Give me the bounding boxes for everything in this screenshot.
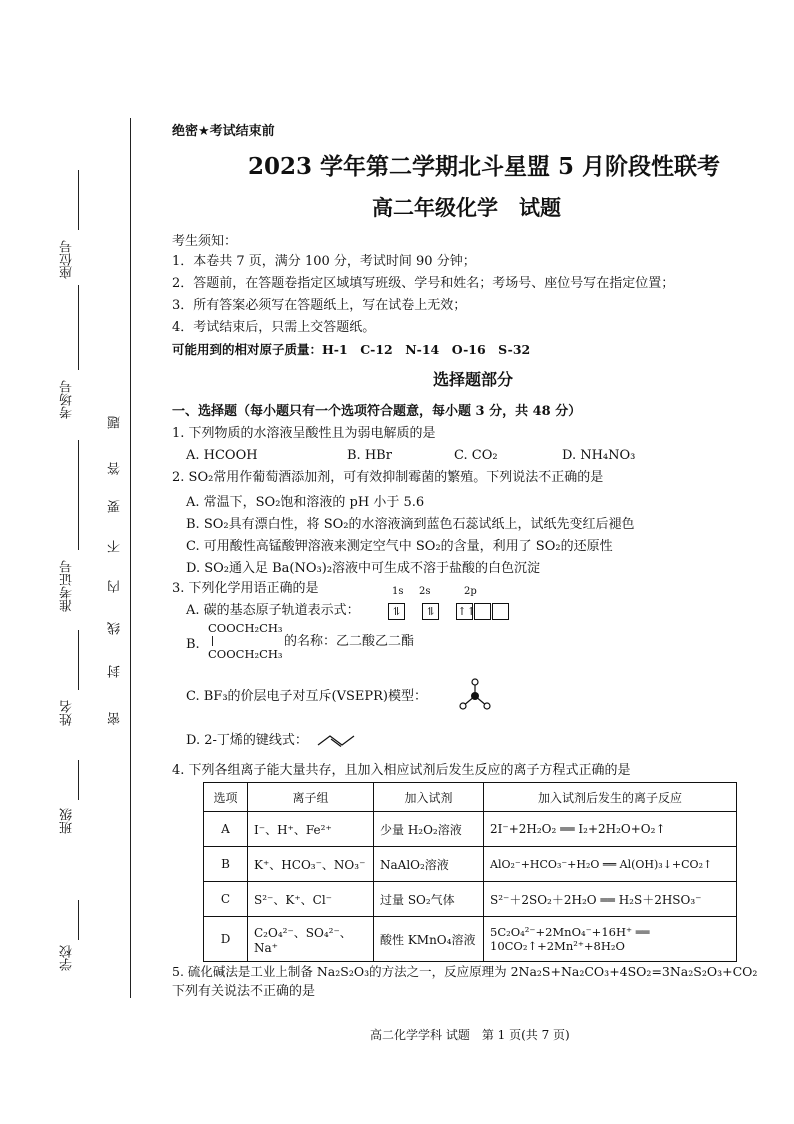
table-cell: D [204, 917, 248, 962]
vsepr-model [455, 678, 495, 714]
ion-table [203, 782, 737, 962]
table-cell: B [204, 847, 248, 882]
table-cell: C₂O₄²⁻、SO₄²⁻、Na⁺ [248, 917, 374, 962]
binding-line [130, 118, 131, 998]
orbital-diagram [388, 601, 510, 620]
q5-line1: 5. 硫化碱法是工业上制备 Na₂S₂O₃的方法之一，反应原理为 2Na₂S+Na₂CO₃+4SO₂=3Na₂S₂O₃+CO₂ [172, 964, 758, 979]
exam-room-label: 考场号 [60, 380, 75, 419]
seal-word: 内 [108, 580, 123, 593]
secret-label: 绝密★考试结束前 [172, 124, 275, 139]
seal-word: 封 [108, 665, 123, 678]
q5-line2: 下列有关说法不正确的是 [172, 984, 316, 999]
b-formula-top: COOCH₂CH₃ [208, 621, 283, 635]
exam-subtitle: 高二年级化学 试题 [372, 195, 561, 220]
orbital-box-2p [474, 603, 491, 620]
b-formula-bottom: COOCH₂CH₃ [208, 647, 283, 661]
atomic-mass: 可能用到的相对原子质量：H-1 C-12 N-14 O-16 S-32 [172, 342, 531, 357]
table-cell: 过量 SO₂气体 [374, 882, 484, 917]
exam-room-blank [78, 285, 79, 370]
notes-heading: 考生须知： [172, 234, 238, 249]
school-blank [78, 900, 79, 940]
seal-word: 密 [108, 712, 123, 725]
page-footer: 高二化学学科 试题 第 1 页(共 7 页) [370, 1028, 570, 1042]
table-cell: C [204, 882, 248, 917]
section-instruction: 一、选择题（每小题只有一个选项符合题意，每小题 3 分，共 48 分） [172, 404, 582, 419]
table-header: 选项 [204, 783, 248, 812]
table-row [204, 812, 737, 847]
q2-option-b: B. SO₂具有漂白性，将 SO₂的水溶液滴到蓝色石蕊试纸上，试纸先变红后褪色 [186, 517, 635, 532]
seat-blank [78, 170, 79, 230]
table-cell: S²⁻＋2SO₂＋2H₂O ══ H₂S＋2HSO₃⁻ [484, 882, 737, 917]
orbital-label-2s: 2s [419, 586, 431, 597]
q1-option-d: D. NH₄NO₃ [562, 448, 636, 463]
q1-option-c: C. CO₂ [454, 448, 498, 463]
q3-option-a: A. 碳的基态原子轨道表示式： [186, 603, 360, 618]
ticket-label: 准考证号 [60, 560, 75, 612]
table-cell: S²⁻、K⁺、Cl⁻ [248, 882, 374, 917]
table-header: 加入试剂后发生的离子反应 [484, 783, 737, 812]
q2-option-c: C. 可用酸性高锰酸钾溶液来测定空气中 SO₂的含量，利用了 SO₂的还原性 [186, 539, 613, 554]
note-item: 1．本卷共 7 页，满分 100 分，考试时间 90 分钟； [172, 254, 476, 269]
exam-title: 2023 学年第二学期北斗星盟 5 月阶段性联考 [248, 153, 721, 180]
class-label: 班级 [60, 808, 75, 834]
table-cell: 酸性 KMnO₄溶液 [374, 917, 484, 962]
section-title: 选择题部分 [433, 370, 514, 389]
table-cell: 5C₂O₄²⁻+2MnO₄⁻+16H⁺ ══ 10CO₂↑+2Mn²⁺+8H₂O [484, 917, 737, 962]
b-bond [212, 636, 213, 646]
orbital-box-2s: ⥮ [422, 603, 439, 620]
q3-option-d: D. 2-丁烯的键线式： [186, 733, 308, 748]
q3-option-b-prefix: B. [186, 637, 200, 652]
table-cell: 少量 H₂O₂溶液 [374, 812, 484, 847]
seal-word: 答 [108, 462, 123, 475]
table-cell: I⁻、H⁺、Fe²⁺ [248, 812, 374, 847]
table-row [204, 847, 737, 882]
seat-label: 座位号 [60, 240, 75, 279]
table-header-row [204, 783, 737, 812]
orbital-label-1s: 1s [392, 586, 404, 597]
orbital-box-1s: ⥮ [388, 603, 405, 620]
q1-stem: 1. 下列物质的水溶液呈酸性且为弱电解质的是 [172, 426, 436, 441]
q2-option-a: A. 常温下，SO₂饱和溶液的 pH 小于 5.6 [186, 495, 425, 510]
q1-option-b: B. HBr [347, 448, 392, 463]
class-blank [78, 760, 79, 800]
butene-skeletal [316, 730, 362, 750]
seal-word: 线 [108, 622, 123, 635]
table-row [204, 917, 737, 962]
q3-option-b-name: 的名称：乙二酸乙二酯 [284, 634, 415, 649]
note-item: 3．所有答案必须写在答题纸上，写在试卷上无效； [172, 298, 467, 313]
ticket-blank [78, 440, 79, 550]
table-header: 离子组 [248, 783, 374, 812]
note-item: 4．考试结束后，只需上交答题纸。 [172, 320, 376, 335]
orbital-box-2p: ↑↑ [457, 605, 476, 618]
orbital-box-2p [492, 603, 509, 620]
table-cell: AlO₂⁻+HCO₃⁻+H₂O ══ Al(OH)₃↓+CO₂↑ [484, 847, 737, 882]
name-blank [78, 630, 79, 690]
table-cell: K⁺、HCO₃⁻、NO₃⁻ [248, 847, 374, 882]
seal-word: 题 [108, 416, 123, 429]
q2-option-d: D. SO₂通入足 Ba(NO₃)₂溶液中可生成不溶于盐酸的白色沉淀 [186, 561, 541, 576]
name-label: 姓名 [60, 700, 75, 726]
school-label: 学校 [60, 945, 75, 971]
table-cell: NaAlO₂溶液 [374, 847, 484, 882]
table-row [204, 882, 737, 917]
q2-stem: 2. SO₂常用作葡萄酒添加剂，可有效抑制霉菌的繁殖。下列说法不正确的是 [172, 470, 604, 485]
table-cell: A [204, 812, 248, 847]
note-item: 2．答题前，在答题卷指定区域填写班级、学号和姓名；考场号、座位号写在指定位置； [172, 276, 675, 291]
table-header: 加入试剂 [374, 783, 484, 812]
q4-stem: 4. 下列各组离子能大量共存，且加入相应试剂后发生反应的离子方程式正确的是 [172, 763, 631, 778]
q1-option-a: A. HCOOH [186, 448, 258, 463]
q3-stem: 3. 下列化学用语正确的是 [172, 581, 319, 596]
q3-option-c: C. BF₃的价层电子对互斥(VSEPR)模型： [186, 689, 427, 704]
orbital-label-2p: 2p [464, 586, 477, 597]
seal-word: 不 [108, 540, 123, 553]
table-cell: 2I⁻+2H₂O₂ ══ I₂+2H₂O+O₂↑ [484, 812, 737, 847]
seal-word: 要 [108, 500, 123, 513]
